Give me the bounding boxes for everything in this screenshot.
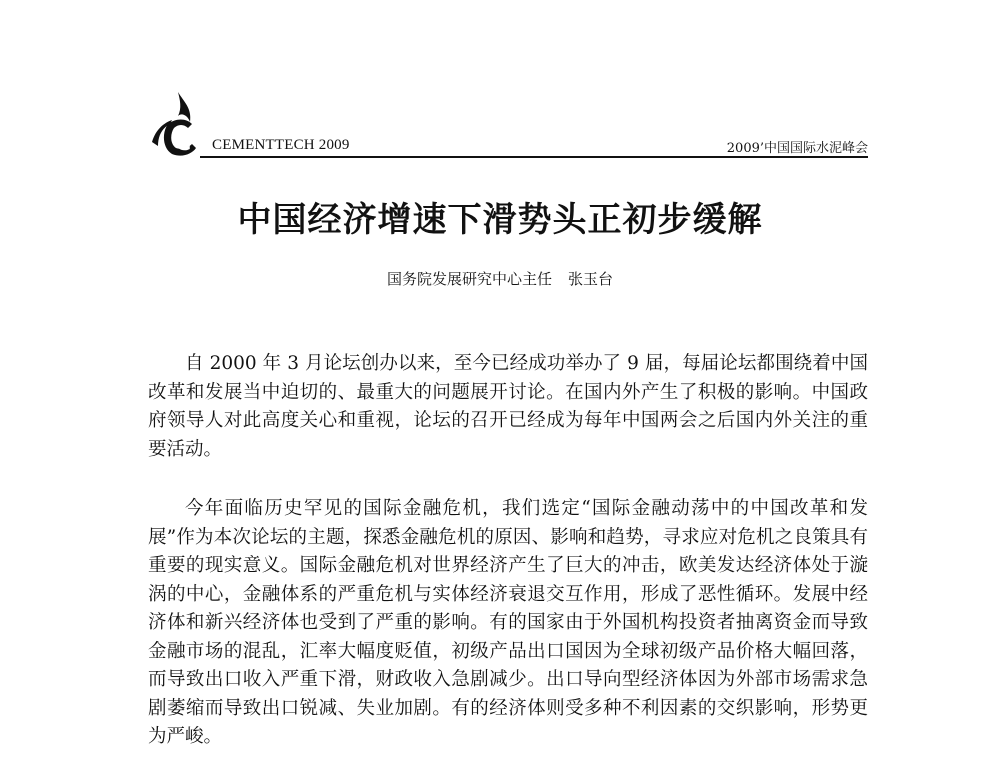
header-rule — [200, 156, 868, 158]
author-name: 张玉台 — [568, 270, 614, 288]
svg-text:C: C — [175, 131, 192, 156]
cementtech-logo-icon — [148, 88, 206, 160]
article-title: 中国经济增速下滑势头正初步缓解 — [237, 200, 763, 240]
page-header — [148, 88, 868, 160]
body-paragraph-1 — [148, 350, 868, 464]
author-line — [0, 268, 1000, 289]
author-affiliation: 国务院发展研究中心主任 — [386, 270, 552, 288]
conference-name: 2009’中国国际水泥峰会 — [726, 141, 868, 156]
paragraph-text: 今年面临历史罕见的国际金融危机，我们选定“国际金融动荡中的中国改革和发展”作为本次论坛的主题，探悉金融危机的原因、影响和趋势，寻求应对危机之良策具有重要的现实意义。国际金融危机对世界经济产生了巨大的冲击，欧美发达经济体处于漩涡的中心，金融体系的严重危机与实体经济衰退交互作用，形成了恶性循环。发展中经济体和新兴经济体也受到了严重的影响。有的国家由于外国机构投资者抽离资金而导致金融市场的混乱，汇率大幅度贬值，初级产品出口国因为全球初级产品价格大幅回落，而导致出口收入严重下滑，财政收入急剧减少。出口导向型经济体因为外部市场需求急剧萎缩而导致出口锐减、失业加剧。有的经济体则受多种不利因素的交织影响，形势更为严峻。 — [148, 498, 868, 747]
brand-name: CEMENTTECH 2009 — [212, 137, 350, 153]
paragraph-text: 自 2000 年 3 月论坛创办以来，至今已经成功举办了 9 届，每届论坛都围绕着中国改革和发展当中迫切的、最重大的问题展开讨论。在国内外产生了积极的影响。中国政府领导人对此高度关心和重视，论坛的召开已经成为每年中国两会之后国内外关注的重要活动。 — [148, 353, 868, 460]
body-paragraph-2 — [148, 495, 868, 752]
